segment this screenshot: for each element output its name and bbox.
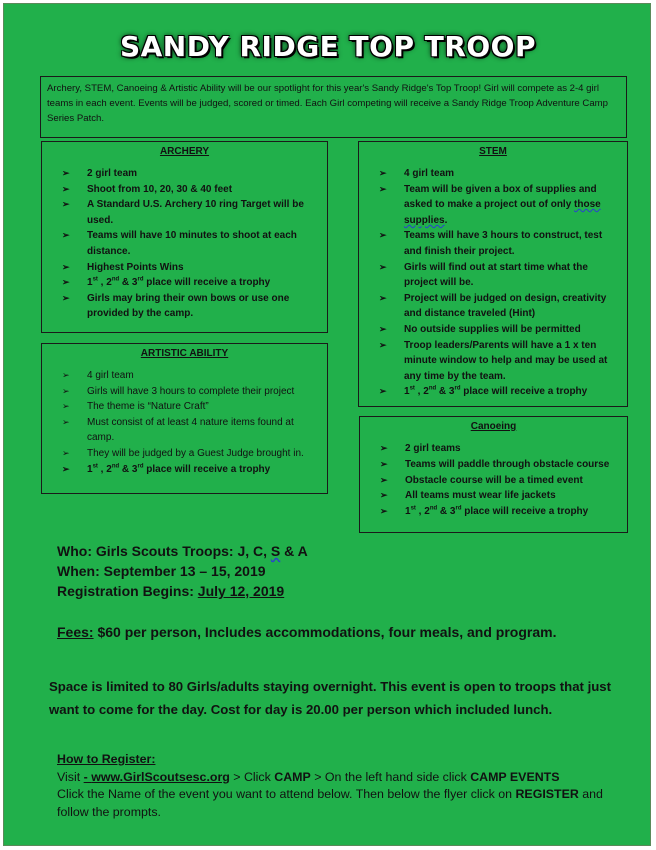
list-item: ➢ Girls may bring their own bows or use one provided by the camp. [62,292,290,320]
list-item: ➢ Shoot from 10, 20, 30 & 40 feet [62,182,321,198]
list-item: ➢ 2 girl team [62,166,321,182]
canoeing-section [359,416,628,533]
arrow-bullet-icon: ➢ [62,199,70,210]
page-title: SANDY RIDGE TOP TROOP [119,30,537,63]
arrow-bullet-icon: ➢ [379,261,387,272]
list-item: ➢ 1st , 2nd & 3rd place will receive a trophy [62,275,321,291]
event-info [57,541,308,601]
archery-list [42,166,327,322]
arrow-bullet-icon: ➢ [379,168,387,178]
intro-text: Archery, STEM, Canoeing & Artistic Ability will be our spotlight for this year's Sandy Ridge's Top Troop! Girl will compete as 2-4 girl teams in each event. Events will be judged, scored or timed. Each Girl competing will receive a Sandy Ridge Troop Adventure Camp Series Patch. [47,83,608,124]
list-item: ➢ Teams will have 3 hours to construct, test and finish their project. [379,230,603,257]
arrow-bullet-icon: ➢ [379,339,387,350]
stem-heading: STEM [479,146,507,157]
list-item: ➢ No outside supplies will be permitted [379,322,621,338]
who-line: Who: Girls Scouts Troops: J, C, S & A [57,543,308,559]
list-item: ➢ Teams will paddle through obstacle course [380,457,621,473]
artistic-list [42,368,327,477]
space-notice: Space is limited to 80 Girls/adults staying overnight. This event is open to troops that just want to come for the day. Cost for day is 20.00 per person which included lunch. [49,679,612,717]
arrow-bullet-icon: ➢ [62,370,70,380]
arrow-bullet-icon: ➢ [62,183,70,194]
when-line: When: September 13 – 15, 2019 [57,563,266,579]
intro-box [40,76,627,138]
flyer-page [3,3,651,846]
arrow-bullet-icon: ➢ [62,385,70,396]
list-item: ➢ Must consist of at least 4 nature items found at camp. [62,416,294,444]
arrow-bullet-icon: ➢ [380,490,388,501]
list-item: ➢ 1st , 2nd & 3rd place will receive a trophy [379,384,621,400]
list-item: ➢ Highest Points Wins [62,260,321,276]
arrow-bullet-icon: ➢ [62,261,70,272]
register-instructions: Click the Name of the event you want to attend below. Then below the flyer click on REGISTER and follow the prompts. [57,787,603,819]
arrow-bullet-icon: ➢ [62,277,70,288]
archery-section [41,141,328,333]
artistic-section [41,343,328,494]
register-visit-line: Visit - www.GirlScoutsesc.org > Click CAMP > On the left hand side click CAMP EVENTS [57,769,560,784]
arrow-bullet-icon: ➢ [62,401,70,412]
arrow-bullet-icon: ➢ [62,447,70,458]
arrow-bullet-icon: ➢ [379,386,387,397]
arrow-bullet-icon: ➢ [62,463,70,474]
list-item: ➢ Girls will find out at start time what the project will be. [379,261,588,289]
list-item: ➢ Team will be given a box of supplies and asked to make a project out of only those supplies. [379,183,601,226]
arrow-bullet-icon: ➢ [379,323,387,334]
stem-section [358,141,628,407]
list-item: ➢ Project will be judged on design, creativity and distance traveled (Hint) [379,292,607,320]
list-item: ➢ Girls will have 3 hours to complete their project [62,384,321,400]
list-item: ➢ The theme is “Nature Craft” [62,399,321,415]
canoeing-list [360,441,627,520]
list-item: ➢ Teams will have 10 minutes to shoot at each distance. [62,230,297,257]
list-item: ➢ 2 girl teams [380,441,621,457]
arrow-bullet-icon: ➢ [380,506,388,517]
list-item: ➢ 4 girl team [62,368,321,384]
arrow-bullet-icon: ➢ [62,168,70,178]
arrow-bullet-icon: ➢ [379,292,387,303]
arrow-bullet-icon: ➢ [379,183,387,194]
canoeing-heading: Canoeing [470,421,517,432]
arrow-bullet-icon: ➢ [62,416,70,427]
list-item: ➢ 4 girl team [379,166,621,182]
list-item: ➢ Troop leaders/Parents will have a 1 x ten minute window to help and may be used at any time by the team. [379,339,608,382]
how-to-register-heading: How to Register: [57,752,156,766]
registration-line: Registration Begins: July 12, 2019 [57,583,285,599]
artistic-heading: ARTISTIC ABILITY [140,348,229,359]
arrow-bullet-icon: ➢ [62,230,70,241]
website-link[interactable]: - www.GirlScoutsesc.org [83,769,230,784]
list-item: ➢ All teams must wear life jackets [380,488,621,504]
fees-line: Fees: $60 per person, Includes accommodations, four meals, and program. [57,624,557,640]
arrow-bullet-icon: ➢ [380,458,388,469]
archery-heading: ARCHERY [159,146,210,157]
arrow-bullet-icon: ➢ [62,292,70,303]
arrow-bullet-icon: ➢ [380,474,388,485]
list-item: ➢ They will be judged by a Guest Judge brought in. [62,446,321,462]
list-item: ➢ 1st , 2nd & 3rd place will receive a trophy [62,462,321,478]
how-to-register [57,751,637,821]
list-item: ➢ 1st , 2nd & 3rd place will receive a trophy [380,504,621,520]
stem-list [359,166,627,400]
list-item: ➢ Obstacle course will be a timed event [380,473,621,489]
arrow-bullet-icon: ➢ [379,230,387,241]
arrow-bullet-icon: ➢ [380,443,388,453]
list-item: ➢ A Standard U.S. Archery 10 ring Target will be used. [62,199,304,226]
